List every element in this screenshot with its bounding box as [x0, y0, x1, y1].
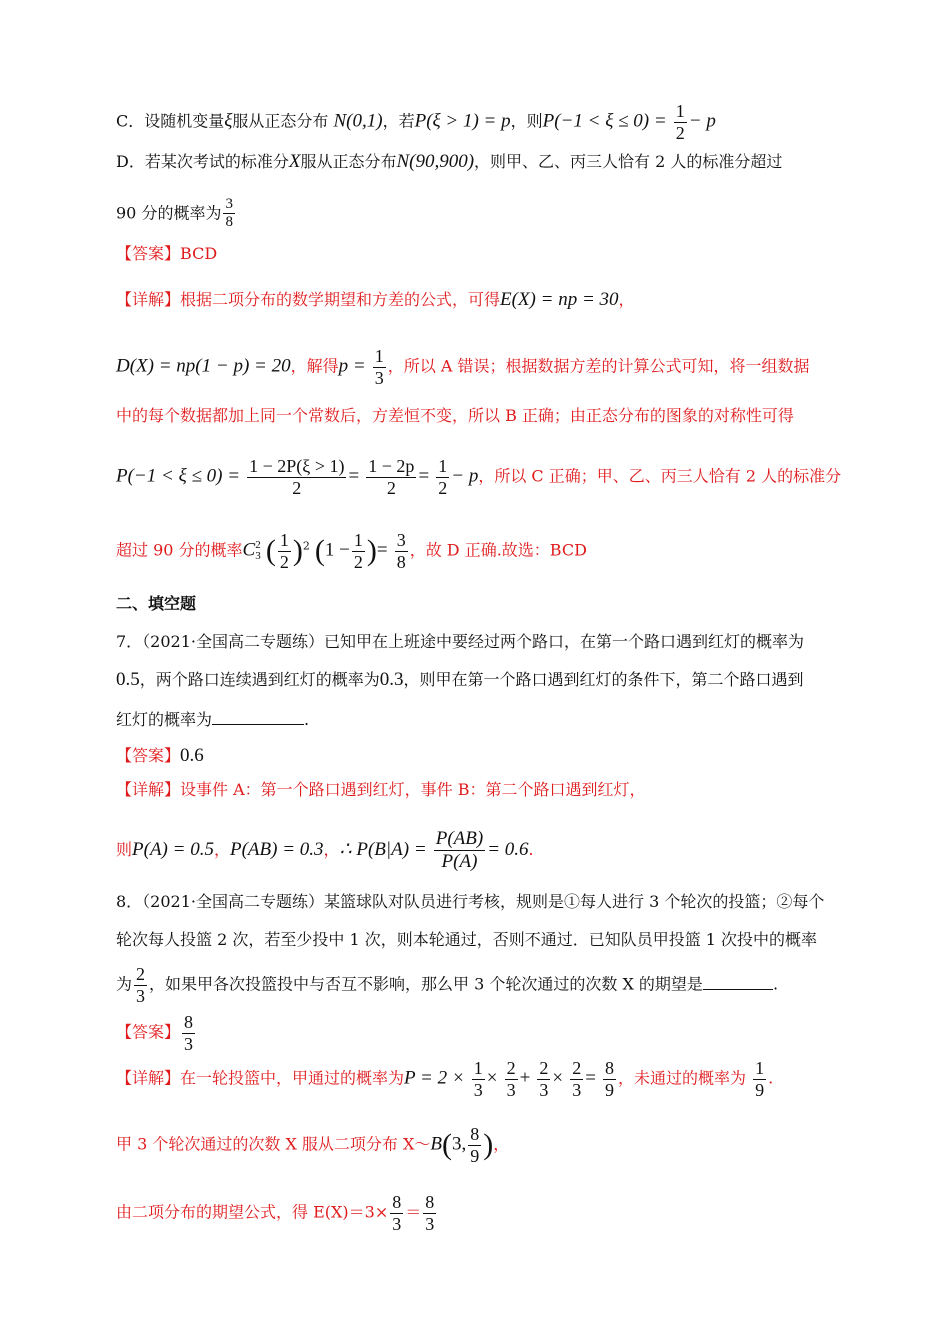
question-7-line3: 红灯的概率为 . [116, 710, 310, 729]
question-8-line2: 轮次每人投篮 2 次，若至少投中 1 次，则本轮通过，否则不通过．已知队员甲投篮 1 次投中的概率 [116, 930, 818, 949]
detail-8-line1: 【详解】在一轮投篮中，甲通过的概率为P = 2 × $\frac{1}{3}$ × $\frac{2}{3}$ + $\frac{2}{3}$ × $\frac{2}{3}$ = $\frac{8}{9}$ ，未通过的概率为 $\frac{1}{9}$ . [116, 1058, 774, 1100]
detail-6-line2: D(X) = np(1 − p) = 20，解得p = $\frac{1}{3}$ ，所以 A 错误；根据数据方差的计算公式可知，将一组数据 [116, 346, 810, 388]
detail-6-line1: 【详解】根据二项分布的数学期望和方差的公式，可得E(X) = np = 30， [116, 289, 635, 310]
detail-7-line2: 则P(A) = 0.5，P(AB) = 0.3，∴ P(B|A) = $\frac{P(AB)}{P(A)}$ = 0.6. [116, 828, 534, 872]
detail-8-line2: 甲 3 个轮次通过的次数 X 服从二项分布 X～B(3, $\frac{8}{9}$ )， [116, 1124, 510, 1166]
detail-6-line5: 超过 90 分的概率C 2 3 ( $\frac{1}{2}$ )$^2$ (1 − $\frac{1}{2}$ )= $\frac{3}{8}$ ，故 D 正确.故选：BCD [116, 530, 587, 572]
answer-7: 【答案】0.6 [116, 745, 204, 766]
question-8-line3: 为 $\frac{2}{3}$ ，如果甲各次投篮投中与否互不影响，那么甲 3 个轮次通过的次数 X 的期望是 . [116, 964, 779, 1006]
answer-blank [703, 975, 773, 990]
answer-blank [212, 710, 304, 725]
answer-6: 【答案】BCD [116, 244, 218, 263]
question-7-line2: 0.5，两个路口连续遇到红灯的概率为0.3，则甲在第一个路口遇到红灯的条件下，第二个路口遇到 [116, 669, 804, 690]
detail-7-line1: 【详解】设事件 A：第一个路口遇到红灯，事件 B：第二个路口遇到红灯， [116, 780, 646, 799]
option-d-cont: 90 分的概率为 $\frac{3}{8}$ [116, 196, 233, 231]
detail-6-line3: 中的每个数据都加上同一个常数后，方差恒不变，所以 B 正确；由正态分布的图象的对称性可得 [116, 406, 794, 425]
answer-8: 【答案】 $\frac{8}{3}$ [116, 1012, 194, 1054]
question-8-line1: 8．（2021·全国高二专题练）某篮球队对队员进行考核，规则是①每人进行 3 个轮次的投篮；②每个 [116, 892, 825, 911]
section-title: 二、填空题 [116, 594, 197, 613]
detail-8-line3: 由二项分布的期望公式，得 E(X)＝3× $\frac{8}{3}$ ＝ $\frac{8}{3}$ [116, 1192, 435, 1234]
detail-6-line4: P(−1 < ξ ≤ 0) = $\frac{1 - 2P(\xi > 1)}{2}$ = $\frac{1 - 2p}{2}$ = $\frac{1}{2}$ − p，所以 C 正确；甲、乙、丙三人恰有 2 人的标准分 [116, 456, 842, 498]
option-d: D．若某次考试的标准分X服从正态分布N(90,900)，则甲、乙、丙三人恰有 2 人的标准分超过 [116, 151, 783, 172]
option-c: C．设随机变量ξ服从正态分布 N(0,1)，若P(ξ > 1) = p，则P(−1 < ξ ≤ 0) = $\frac{1}{2}$ − p [116, 101, 716, 143]
question-7-line1: 7．（2021·全国高二专题练）已知甲在上班途中要经过两个路口，在第一个路口遇到红灯的概率为 [116, 632, 804, 651]
